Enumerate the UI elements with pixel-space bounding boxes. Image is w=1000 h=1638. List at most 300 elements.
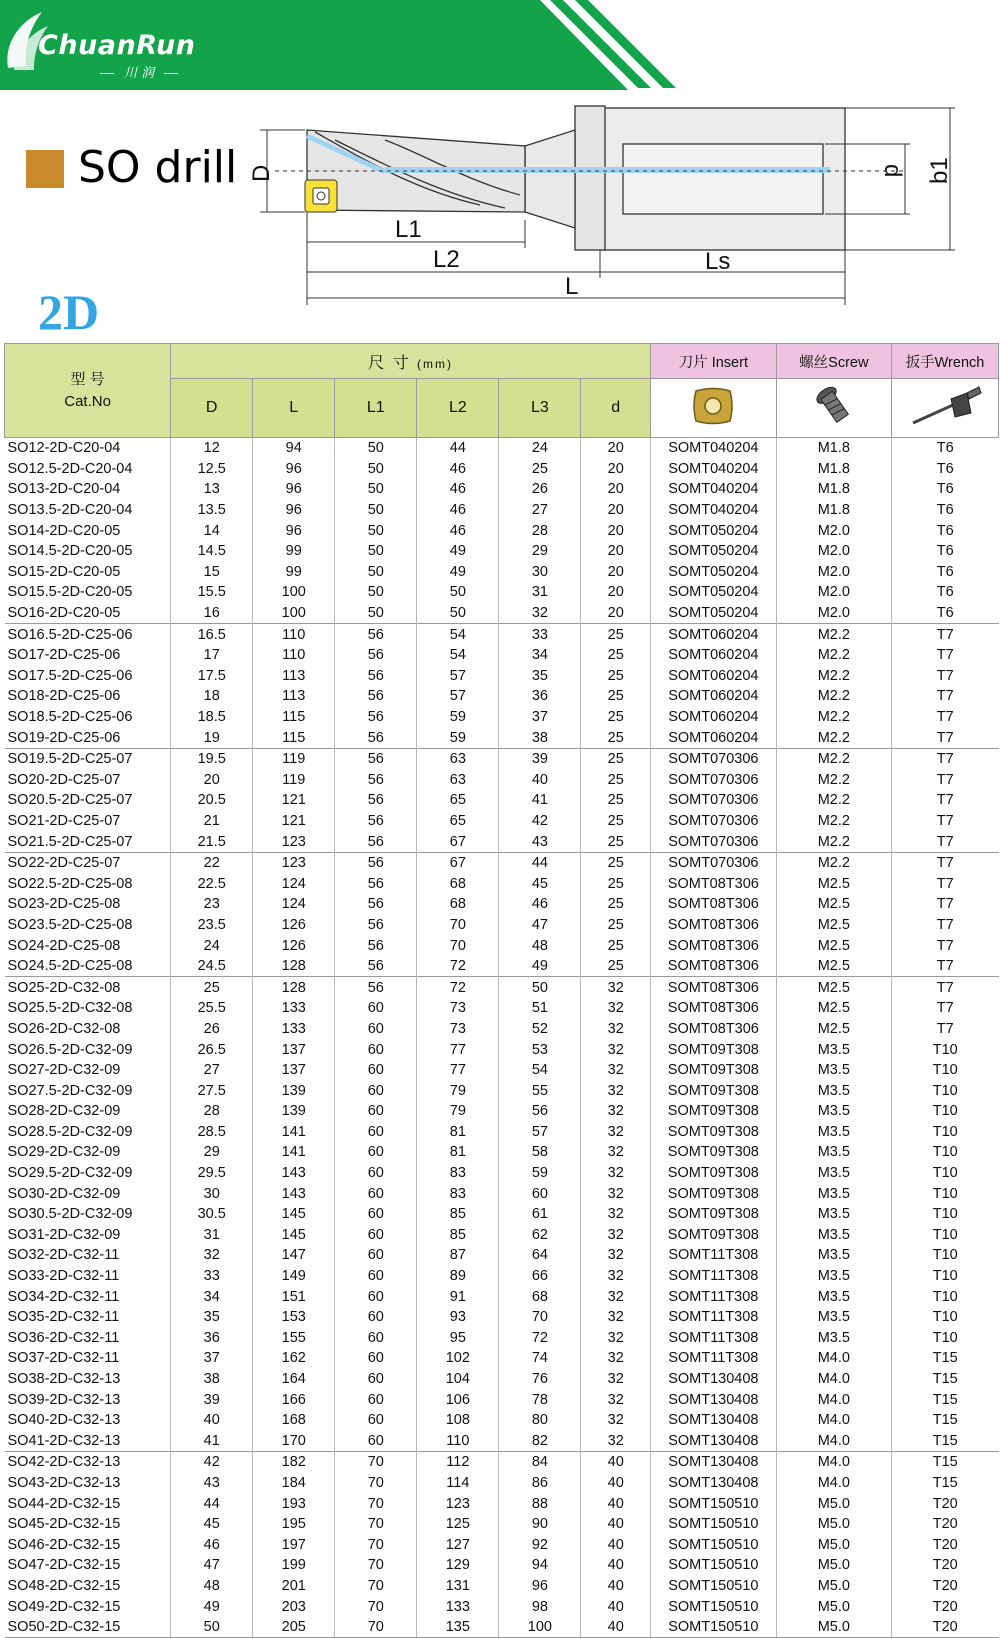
cell-insert: SOMT150510 xyxy=(651,1617,777,1638)
cell-wrench: T7 xyxy=(891,894,998,915)
cell-insert: SOMT150510 xyxy=(651,1555,777,1576)
cell-L3: 37 xyxy=(499,707,581,728)
cell-insert: SOMT11T308 xyxy=(651,1328,777,1349)
cell-L1: 60 xyxy=(335,1245,417,1266)
cell-screw: M2.2 xyxy=(776,811,891,832)
cell-insert: SOMT130408 xyxy=(651,1452,777,1473)
cell-L2: 54 xyxy=(417,624,499,645)
cell-L1: 70 xyxy=(335,1514,417,1535)
table-row xyxy=(5,873,999,894)
table-row xyxy=(5,790,999,811)
subtitle-2d: 2D xyxy=(38,284,100,340)
cell-cat-no: SO47-2D-C32-15 xyxy=(7,1557,121,1574)
cell-L: 164 xyxy=(253,1369,335,1390)
cell-D: 38 xyxy=(171,1369,253,1390)
cell-insert: SOMT11T308 xyxy=(651,1348,777,1369)
cell-L2: 65 xyxy=(417,790,499,811)
cell-wrench: T6 xyxy=(891,500,998,521)
cell-screw: M2.0 xyxy=(776,562,891,583)
cell-insert: SOMT11T308 xyxy=(651,1266,777,1287)
cell-L: 133 xyxy=(253,1019,335,1040)
cell-screw: M2.2 xyxy=(776,686,891,707)
cell-L3: 45 xyxy=(499,873,581,894)
cell-L3: 50 xyxy=(499,977,581,998)
cell-screw: M1.8 xyxy=(776,438,891,459)
table-row xyxy=(5,582,999,603)
screw-header: 螺丝Screw xyxy=(776,344,891,379)
cell-L2: 63 xyxy=(417,748,499,769)
cell-cat-no: SO18-2D-C25-06 xyxy=(7,688,121,705)
table-row xyxy=(5,1576,999,1597)
table-row xyxy=(5,727,999,748)
cell-screw: M3.5 xyxy=(776,1245,891,1266)
table-row xyxy=(5,1410,999,1431)
cell-L: 137 xyxy=(253,1060,335,1081)
cell-L: 121 xyxy=(253,790,335,811)
cell-wrench: T10 xyxy=(891,1225,998,1246)
cell-cat-no: SO29-2D-C32-09 xyxy=(7,1144,121,1161)
cell-L1: 56 xyxy=(335,852,417,873)
table-row xyxy=(5,1225,999,1246)
cell-D: 22.5 xyxy=(171,873,253,894)
cell-screw: M2.2 xyxy=(776,831,891,852)
cell-insert: SOMT050204 xyxy=(651,520,777,541)
table-row xyxy=(5,1163,999,1184)
cell-insert: SOMT11T308 xyxy=(651,1245,777,1266)
cell-L1: 60 xyxy=(335,1039,417,1060)
cell-L: 193 xyxy=(253,1493,335,1514)
cell-screw: M5.0 xyxy=(776,1493,891,1514)
header-banner xyxy=(0,0,1000,90)
cell-L3: 56 xyxy=(499,1101,581,1122)
cell-L1: 56 xyxy=(335,748,417,769)
cell-wrench: T15 xyxy=(891,1389,998,1410)
cell-L2: 81 xyxy=(417,1142,499,1163)
table-row xyxy=(5,1307,999,1328)
cell-L: 141 xyxy=(253,1122,335,1143)
cell-L1: 70 xyxy=(335,1555,417,1576)
table-row xyxy=(5,1204,999,1225)
cell-L1: 60 xyxy=(335,1328,417,1349)
cell-L: 126 xyxy=(253,935,335,956)
cell-insert: SOMT09T308 xyxy=(651,1142,777,1163)
cell-L: 133 xyxy=(253,998,335,1019)
cell-L2: 70 xyxy=(417,935,499,956)
cell-screw: M2.2 xyxy=(776,666,891,687)
cell-L: 145 xyxy=(253,1204,335,1225)
cell-L: 137 xyxy=(253,1039,335,1060)
cell-L3: 52 xyxy=(499,1019,581,1040)
cell-d: 32 xyxy=(581,1348,651,1369)
cell-L3: 58 xyxy=(499,1142,581,1163)
cell-d: 32 xyxy=(581,1019,651,1040)
cell-d: 32 xyxy=(581,1225,651,1246)
cell-L3: 44 xyxy=(499,852,581,873)
cell-D: 28.5 xyxy=(171,1122,253,1143)
cell-d: 25 xyxy=(581,852,651,873)
cell-d: 20 xyxy=(581,603,651,624)
cell-L1: 60 xyxy=(335,1019,417,1040)
cell-insert: SOMT070306 xyxy=(651,852,777,873)
cell-d: 25 xyxy=(581,790,651,811)
table-row xyxy=(5,1080,999,1101)
cell-wrench: T10 xyxy=(891,1286,998,1307)
cell-D: 15.5 xyxy=(171,582,253,603)
table-row xyxy=(5,1514,999,1535)
cell-L: 195 xyxy=(253,1514,335,1535)
label-L2: L2 xyxy=(433,246,460,273)
cell-D: 21.5 xyxy=(171,831,253,852)
cell-L2: 77 xyxy=(417,1060,499,1081)
cell-d: 32 xyxy=(581,1286,651,1307)
cell-L2: 106 xyxy=(417,1389,499,1410)
cell-cat-no: SO43-2D-C32-13 xyxy=(7,1474,121,1491)
insert-icon xyxy=(651,379,777,438)
cell-cat-no: SO23-2D-C25-08 xyxy=(7,896,121,913)
cell-L3: 80 xyxy=(499,1410,581,1431)
cell-cat-no: SO41-2D-C32-13 xyxy=(7,1432,121,1449)
cell-insert: SOMT09T308 xyxy=(651,1060,777,1081)
cell-L2: 49 xyxy=(417,541,499,562)
cell-L2: 46 xyxy=(417,520,499,541)
cell-d: 40 xyxy=(581,1514,651,1535)
cell-L3: 42 xyxy=(499,811,581,832)
cell-L1: 56 xyxy=(335,956,417,977)
table-row xyxy=(5,894,999,915)
cell-D: 41 xyxy=(171,1431,253,1452)
cell-d: 32 xyxy=(581,1122,651,1143)
cell-L: 168 xyxy=(253,1410,335,1431)
cell-L2: 83 xyxy=(417,1163,499,1184)
cell-cat-no: SO48-2D-C32-15 xyxy=(7,1577,121,1594)
cell-d: 32 xyxy=(581,998,651,1019)
cell-screw: M5.0 xyxy=(776,1576,891,1597)
cell-L1: 60 xyxy=(335,1389,417,1410)
cell-d: 25 xyxy=(581,935,651,956)
cell-insert: SOMT060204 xyxy=(651,686,777,707)
cell-cat-no: SO24-2D-C25-08 xyxy=(7,937,121,954)
cell-L1: 50 xyxy=(335,603,417,624)
cell-D: 30.5 xyxy=(171,1204,253,1225)
cell-d: 40 xyxy=(581,1617,651,1638)
cell-insert: SOMT130408 xyxy=(651,1389,777,1410)
table-row xyxy=(5,977,999,998)
col-L3: L3 xyxy=(499,379,581,438)
label-D: D xyxy=(248,164,275,182)
cell-L2: 72 xyxy=(417,977,499,998)
cell-L3: 43 xyxy=(499,831,581,852)
table-row xyxy=(5,1142,999,1163)
cell-cat-no: SO42-2D-C32-13 xyxy=(5,1452,171,1473)
cell-screw: M3.5 xyxy=(776,1060,891,1081)
table-row xyxy=(5,811,999,832)
table-row xyxy=(5,1039,999,1060)
screw-icon xyxy=(776,379,891,438)
cell-L2: 73 xyxy=(417,1019,499,1040)
cell-screw: M4.0 xyxy=(776,1410,891,1431)
cell-cat-no: SO50-2D-C32-15 xyxy=(5,1617,171,1638)
cell-L2: 65 xyxy=(417,811,499,832)
cell-wrench: T7 xyxy=(891,977,998,998)
table-row xyxy=(5,831,999,852)
cell-L1: 50 xyxy=(335,459,417,480)
cell-L: 115 xyxy=(253,727,335,748)
cell-insert: SOMT040204 xyxy=(651,438,777,459)
cell-D: 20 xyxy=(171,770,253,791)
cell-L3: 38 xyxy=(499,727,581,748)
cell-cat-no: SO29.5-2D-C32-09 xyxy=(7,1165,133,1182)
cell-screw: M3.5 xyxy=(776,1225,891,1246)
cell-L: 184 xyxy=(253,1473,335,1494)
table-row xyxy=(5,500,999,521)
cell-L2: 81 xyxy=(417,1122,499,1143)
cell-d: 20 xyxy=(581,541,651,562)
cell-screw: M3.5 xyxy=(776,1039,891,1060)
cell-insert: SOMT070306 xyxy=(651,770,777,791)
cell-L: 99 xyxy=(253,562,335,583)
cell-wrench: T6 xyxy=(891,459,998,480)
cell-d: 25 xyxy=(581,915,651,936)
table-row xyxy=(5,1122,999,1143)
cell-cat-no: SO14-2D-C20-05 xyxy=(7,522,121,539)
cell-D: 17 xyxy=(171,645,253,666)
cell-screw: M2.0 xyxy=(776,582,891,603)
cell-L3: 30 xyxy=(499,562,581,583)
cell-wrench: T6 xyxy=(891,562,998,583)
cell-wrench: T7 xyxy=(891,915,998,936)
cell-L2: 108 xyxy=(417,1410,499,1431)
cell-L3: 54 xyxy=(499,1060,581,1081)
cell-screw: M2.2 xyxy=(776,852,891,873)
cell-d: 32 xyxy=(581,1080,651,1101)
cell-d: 20 xyxy=(581,562,651,583)
cell-d: 25 xyxy=(581,624,651,645)
cell-cat-no: SO33-2D-C32-11 xyxy=(7,1268,120,1285)
table-row xyxy=(5,915,999,936)
cell-wrench: T7 xyxy=(891,873,998,894)
cell-wrench: T10 xyxy=(891,1163,998,1184)
cell-insert: SOMT130408 xyxy=(651,1473,777,1494)
cell-L3: 82 xyxy=(499,1431,581,1452)
cell-insert: SOMT150510 xyxy=(651,1596,777,1617)
cell-cat-no: SO30.5-2D-C32-09 xyxy=(7,1206,133,1223)
cell-insert: SOMT150510 xyxy=(651,1493,777,1514)
cell-D: 12.5 xyxy=(171,459,253,480)
cell-L2: 131 xyxy=(417,1576,499,1597)
cell-L: 113 xyxy=(253,666,335,687)
cell-d: 25 xyxy=(581,686,651,707)
wrench-header: 扳手Wrench xyxy=(891,344,998,379)
table-row xyxy=(5,686,999,707)
cell-D: 48 xyxy=(171,1576,253,1597)
cell-L3: 35 xyxy=(499,666,581,687)
cell-L3: 72 xyxy=(499,1328,581,1349)
cell-D: 36 xyxy=(171,1328,253,1349)
cell-L1: 60 xyxy=(335,1204,417,1225)
cell-L3: 48 xyxy=(499,935,581,956)
cell-L1: 56 xyxy=(335,894,417,915)
cell-wrench: T6 xyxy=(891,603,998,624)
cell-d: 25 xyxy=(581,770,651,791)
cell-L: 166 xyxy=(253,1389,335,1410)
cell-d: 40 xyxy=(581,1493,651,1514)
cell-cat-no: SO17.5-2D-C25-06 xyxy=(7,667,133,684)
cell-d: 25 xyxy=(581,707,651,728)
cell-L2: 95 xyxy=(417,1328,499,1349)
table-row xyxy=(5,956,999,977)
cell-cat-no: SO26.5-2D-C32-09 xyxy=(7,1041,133,1058)
cell-L2: 77 xyxy=(417,1039,499,1060)
cell-wrench: T20 xyxy=(891,1534,998,1555)
wrench-icon xyxy=(891,379,998,438)
cell-D: 27.5 xyxy=(171,1080,253,1101)
cell-insert: SOMT08T306 xyxy=(651,977,777,998)
cell-cat-no: SO12.5-2D-C20-04 xyxy=(7,460,133,477)
cell-cat-no: SO21.5-2D-C25-07 xyxy=(7,833,133,850)
cell-d: 32 xyxy=(581,1307,651,1328)
cell-L3: 25 xyxy=(499,459,581,480)
cell-L3: 76 xyxy=(499,1369,581,1390)
table-row xyxy=(5,1493,999,1514)
cell-cat-no: SO46-2D-C32-15 xyxy=(7,1536,121,1553)
cell-L2: 49 xyxy=(417,562,499,583)
cell-L3: 92 xyxy=(499,1534,581,1555)
table-row xyxy=(5,1286,999,1307)
cell-insert: SOMT060204 xyxy=(651,624,777,645)
cell-screw: M4.0 xyxy=(776,1431,891,1452)
cell-L: 153 xyxy=(253,1307,335,1328)
cell-insert: SOMT150510 xyxy=(651,1514,777,1535)
cell-wrench: T20 xyxy=(891,1514,998,1535)
table-row xyxy=(5,998,999,1019)
cell-insert: SOMT130408 xyxy=(651,1431,777,1452)
cell-L3: 96 xyxy=(499,1576,581,1597)
cell-L3: 64 xyxy=(499,1245,581,1266)
cell-wrench: T20 xyxy=(891,1555,998,1576)
cell-d: 20 xyxy=(581,438,651,459)
cell-cat-no: SO49-2D-C32-15 xyxy=(7,1598,121,1615)
cell-L1: 60 xyxy=(335,1060,417,1081)
cell-L1: 60 xyxy=(335,1307,417,1328)
cell-L2: 127 xyxy=(417,1534,499,1555)
cell-wrench: T15 xyxy=(891,1348,998,1369)
cell-L1: 50 xyxy=(335,582,417,603)
cell-L2: 110 xyxy=(417,1431,499,1452)
cell-insert: SOMT070306 xyxy=(651,831,777,852)
cell-L3: 88 xyxy=(499,1493,581,1514)
cell-L1: 70 xyxy=(335,1534,417,1555)
cell-insert: SOMT150510 xyxy=(651,1534,777,1555)
cell-insert: SOMT060204 xyxy=(651,727,777,748)
cell-D: 20.5 xyxy=(171,790,253,811)
table-row xyxy=(5,1266,999,1287)
cell-D: 12 xyxy=(171,438,253,459)
cell-L: 123 xyxy=(253,852,335,873)
cell-D: 24.5 xyxy=(171,956,253,977)
label-L1: L1 xyxy=(395,216,422,243)
cell-insert: SOMT09T308 xyxy=(651,1039,777,1060)
cell-cat-no: SO22.5-2D-C25-08 xyxy=(7,875,133,892)
cell-cat-no: SO26-2D-C32-08 xyxy=(7,1020,121,1037)
cell-wrench: T7 xyxy=(891,707,998,728)
cell-wrench: T7 xyxy=(891,770,998,791)
table-row xyxy=(5,1183,999,1204)
cell-L3: 41 xyxy=(499,790,581,811)
table-row xyxy=(5,645,999,666)
cell-wrench: T10 xyxy=(891,1101,998,1122)
brand-name: ChuanRun xyxy=(38,30,196,61)
cell-L: 100 xyxy=(253,582,335,603)
cell-L1: 60 xyxy=(335,1142,417,1163)
cell-L2: 87 xyxy=(417,1245,499,1266)
cell-screw: M3.5 xyxy=(776,1204,891,1225)
table-row xyxy=(5,666,999,687)
cell-screw: M2.2 xyxy=(776,727,891,748)
cell-L2: 93 xyxy=(417,1307,499,1328)
cell-D: 45 xyxy=(171,1514,253,1535)
cell-wrench: T7 xyxy=(891,748,998,769)
cell-d: 25 xyxy=(581,894,651,915)
cell-insert: SOMT08T306 xyxy=(651,915,777,936)
cell-L: 155 xyxy=(253,1328,335,1349)
cell-L2: 46 xyxy=(417,479,499,500)
cell-screw: M3.5 xyxy=(776,1183,891,1204)
table-row xyxy=(5,1101,999,1122)
cell-D: 39 xyxy=(171,1389,253,1410)
cell-insert: SOMT08T306 xyxy=(651,998,777,1019)
cell-insert: SOMT060204 xyxy=(651,666,777,687)
cell-screw: M2.2 xyxy=(776,770,891,791)
table-row xyxy=(5,1348,999,1369)
cell-D: 26 xyxy=(171,1019,253,1040)
cell-cat-no: SO30-2D-C32-09 xyxy=(7,1185,121,1202)
cell-D: 35 xyxy=(171,1307,253,1328)
cell-L2: 44 xyxy=(417,438,499,459)
cell-D: 33 xyxy=(171,1266,253,1287)
cell-L3: 28 xyxy=(499,520,581,541)
cell-screw: M2.2 xyxy=(776,624,891,645)
cell-cat-no: SO16-2D-C20-05 xyxy=(7,605,121,622)
cell-insert: SOMT09T308 xyxy=(651,1080,777,1101)
cell-d: 20 xyxy=(581,459,651,480)
cell-L: 113 xyxy=(253,686,335,707)
cell-L3: 32 xyxy=(499,603,581,624)
cell-wrench: T7 xyxy=(891,645,998,666)
table-row xyxy=(5,770,999,791)
cell-cat-no: SO45-2D-C32-15 xyxy=(7,1516,121,1533)
cell-cat-no: SO22-2D-C25-07 xyxy=(5,852,171,873)
table-row xyxy=(5,520,999,541)
cell-screw: M2.5 xyxy=(776,873,891,894)
cell-L3: 24 xyxy=(499,438,581,459)
cell-screw: M3.5 xyxy=(776,1163,891,1184)
table-row xyxy=(5,1431,999,1452)
label-b1: b1 xyxy=(926,157,953,184)
cell-cat-no: SO17-2D-C25-06 xyxy=(7,647,121,664)
cell-insert: SOMT09T308 xyxy=(651,1101,777,1122)
cell-d: 40 xyxy=(581,1576,651,1597)
cell-wrench: T7 xyxy=(891,790,998,811)
cell-D: 49 xyxy=(171,1596,253,1617)
cell-screw: M2.2 xyxy=(776,790,891,811)
cell-wrench: T6 xyxy=(891,541,998,562)
cell-L1: 50 xyxy=(335,520,417,541)
cell-L2: 85 xyxy=(417,1204,499,1225)
size-header: 尺 寸 (mm) xyxy=(171,344,651,379)
cell-L: 197 xyxy=(253,1534,335,1555)
cell-wrench: T20 xyxy=(891,1493,998,1514)
cell-L3: 61 xyxy=(499,1204,581,1225)
